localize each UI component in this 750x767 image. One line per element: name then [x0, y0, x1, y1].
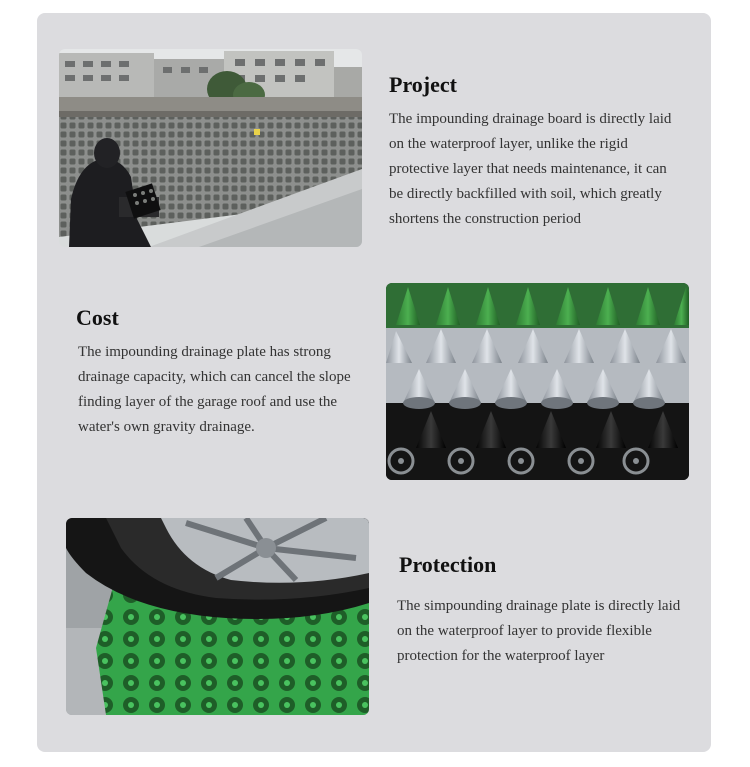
drainage-board-closeup-photo — [386, 283, 689, 480]
tire-on-drainage-plate-photo — [66, 518, 369, 715]
section-title-cost: Cost — [76, 305, 119, 330]
section-text-project: The impounding drainage board is directly laid on the waterproof layer, unlike the rigid protective layer that needs maintenance, it can be directly backfilled with soil, which greatly shortens the construction period — [389, 111, 672, 227]
section-text-protection: The simpounding drainage plate is directly laid on the waterproof layer to provide flexible protection for the waterproof layer — [397, 598, 681, 664]
section-title-protection: Protection — [399, 552, 497, 577]
section-text-cost: The impounding drainage plate has strong drainage capacity, which can cancel the slope finding layer of the garage roof and use the water's own gravity drainage. — [78, 344, 351, 435]
content-panel — [37, 13, 711, 752]
section-title-project: Project — [389, 72, 457, 97]
rooftop-installation-photo — [59, 49, 362, 247]
